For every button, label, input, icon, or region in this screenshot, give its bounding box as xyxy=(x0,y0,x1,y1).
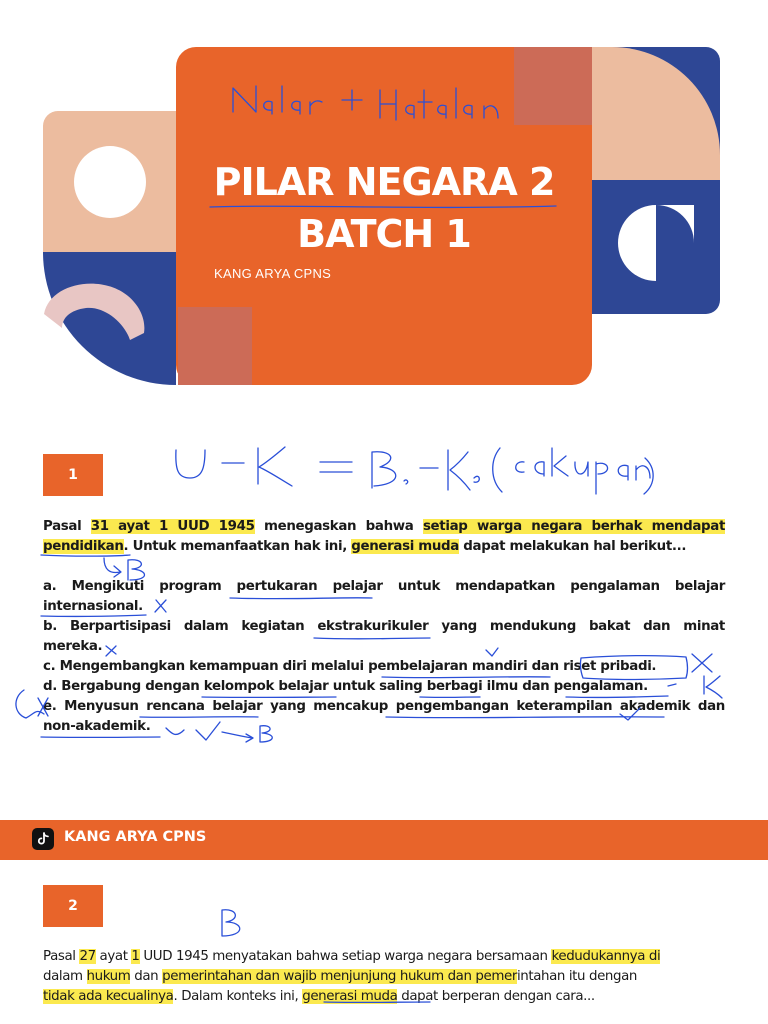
q2-handwritten-b xyxy=(222,910,240,936)
question1-stem-line2: pendidikan. Untuk memanfaatkan hak ini, generasi muda dapat melakukan hal berikut... xyxy=(43,539,687,554)
option-d[interactable]: d. Bergabung dengan kelompok belajar untuk saling berbagi ilmu dan pengalaman. xyxy=(43,679,648,694)
handwritten-formula xyxy=(176,447,653,494)
cover-banner xyxy=(0,0,768,400)
question2-stem-line2: dalam hukum dan pemerintahan dan wajib menjunjung hukum dan pemerintahan itu dengan xyxy=(43,969,637,984)
question-number-box xyxy=(43,885,103,927)
option-b-line2[interactable]: mereka. xyxy=(43,639,103,654)
margin-mark-curve xyxy=(16,690,44,718)
option-c[interactable]: c. Mengembangkan kemampuan diri melalui pembelajaran mandiri dan riset pribadi. xyxy=(43,659,657,674)
option-b-line1[interactable]: b. Berpartisipasi dalam kegiatan ekstrakurikuler yang mendukung bakat dan minat xyxy=(43,619,725,634)
question-number: 2 xyxy=(68,898,78,914)
highlight: 1 xyxy=(131,949,140,964)
salmon-square-bottom xyxy=(178,307,252,385)
option-a-line1[interactable]: a. Mengikuti program pertukaran pelajar untuk mendapatkan pengalaman belajar xyxy=(43,579,725,594)
brand-band-label: KANG ARYA CPNS xyxy=(64,829,207,845)
highlight: kedudukannya di xyxy=(551,949,661,964)
cover-title-line2: BATCH 1 xyxy=(297,212,471,256)
highlight: pendidikan xyxy=(43,539,124,554)
highlight: pemerintahan dan wajib menjunjung hukum dan pemer xyxy=(162,969,517,984)
highlight: tidak ada kecualinya xyxy=(43,989,174,1004)
salmon-square-top xyxy=(514,47,592,125)
question2-stem-line3: tidak ada kecualinya. Dalam konteks ini, generasi muda dapat berperan dengan cara... xyxy=(43,989,595,1004)
tiktok-icon xyxy=(32,828,54,850)
highlight: 31 ayat 1 UUD 1945 xyxy=(90,519,255,534)
question-number-box xyxy=(43,454,103,496)
highlight: generasi muda xyxy=(351,539,459,554)
question-number: 1 xyxy=(68,467,78,483)
white-circle-decor xyxy=(74,146,146,218)
option-e-line1[interactable]: e. Menyusun rencana belajar yang mencakup pengembangan keterampilan akademik dan xyxy=(43,699,725,714)
cover-subtitle: KANG ARYA CPNS xyxy=(214,266,332,281)
highlight: 27 xyxy=(79,949,96,964)
option-e-line2[interactable]: non-akademik. xyxy=(43,719,151,734)
highlight: hukum xyxy=(86,969,131,984)
tiktok-glyph xyxy=(36,832,50,846)
option-a-line2[interactable]: internasional. xyxy=(43,599,143,614)
question2-stem-line1: Pasal 27 ayat 1 UUD 1945 menyatakan bahwa setiap warga negara bersamaan kedudukannya di xyxy=(43,949,661,964)
highlight: setiap warga negara berhak mendapat xyxy=(422,519,726,534)
highlight: generasi muda xyxy=(302,989,398,1004)
cover-title-line1: PILAR NEGARA 2 xyxy=(213,160,555,204)
question1-stem-line1: Pasal 31 ayat 1 UUD 1945 menegaskan bahwa setiap warga negara berhak mendapat xyxy=(43,519,726,534)
